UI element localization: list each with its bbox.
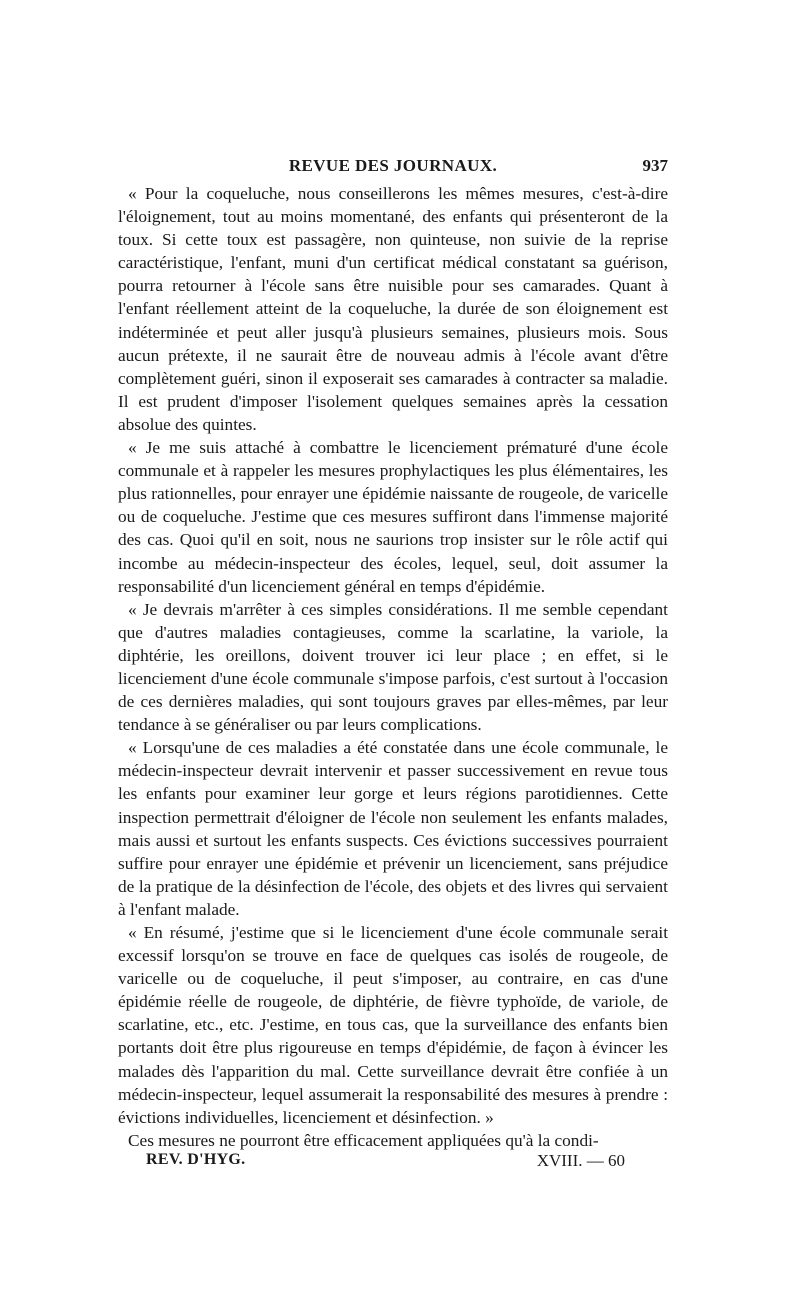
paragraph-whooping-cough: « Pour la coqueluche, nous conseillerons les mêmes mesures, c'est-à-dire l'éloignement, tout au moins momentané, des enfants qui présenteront de la toux. Si cette toux est passagère, non quinteuse, non suivie de la reprise caractéristique, l'enfant, muni d'un certificat médical constatant sa guérison, pourra retourner à l'école sans être nuisible pour ses camarades. Quant à l'enfant réellement atteint de la coqueluche, la durée de son éloignement est indéterminée et peut aller jusqu'à plusieurs semaines, plusieurs mois. Sous aucun prétexte, il ne saurait être de nouveau admis à l'école avant d'être complètement guéri, sinon il exposerait ses camarades à contracter sa maladie. Il est prudent d'imposer l'isolement quelques semaines après la cessation absolue des quintes. bbox=[118, 184, 668, 434]
paragraph-inspection: « Lorsqu'une de ces maladies a été constatée dans une école communale, le médecin-inspecteur devrait intervenir et passer successivement en revue tous les enfants pour examiner leur gorge et leurs régions parotidiennes. Cette inspection permettrait d'éloigner de l'école non seulement les enfants malades, mais aussi et surtout les enfants suspects. Ces évictions successives pourraient suffire pour enrayer une épidémie et prévenir un licenciement, sans préjudice de la pratique de la désinfection de l'école, des objets et des livres qui servaient à l'enfant malade. bbox=[118, 738, 668, 919]
paragraph-other-diseases: « Je devrais m'arrêter à ces simples considérations. Il me semble cependant que d'autres maladies contagieuses, comme la scarlatine, la variole, la diphtérie, les oreillons, doivent trouver ici leur place ; en effet, si le licenciement d'une école communale s'impose parfois, c'est surtout à l'occasion de ces dernières maladies, qui sont toujours graves par elles-mêmes, par leur tendance à se généraliser ou par leurs complications. bbox=[118, 599, 668, 735]
signature-footer bbox=[140, 1151, 625, 1177]
paragraph-premature-closure: « Je me suis attaché à combattre le licenciement prématuré d'une école communale et à rappeler les mesures prophylactiques les plus élémentaires, les plus rationnelles, pour enrayer une épidémie naissante de rougeole, de varicelle ou de coqueluche. J'estime que ces mesures suffiront dans l'immense majorité des cas. Quoi qu'il en soit, nous ne saurions trop insister sur le rôle actif qui incombe au médecin-inspecteur des écoles, lequel, seul, doit assumer la responsabilité d'un licenciement général en temps d'épidémie. bbox=[118, 438, 668, 596]
body-text bbox=[118, 182, 668, 1152]
paragraph-summary: « En résumé, j'estime que si le licenciement d'une école communale serait excessif lorsqu'on se trouve en face de quelques cas isolés de rougeole, de varicelle ou de coqueluche, il peut s'imposer, au contraire, en cas d'une épidémie réelle de rougeole, de diphtérie, de fièvre typhoïde, de variole, de scarlatine, etc., etc. J'estime, en tous cas, que la surveillance des enfants bien portants doit être plus rigoureuse en temps d'épidémie, de façon à évincer les malades dès l'apparition du mal. Cette surveillance devrait être confiée à un médecin-inspecteur, lequel assumerait la responsabilité des mesures à prendre : évictions individuelles, licenciement et désinfection. » bbox=[118, 923, 668, 1127]
volume-signature: XVIII. — 60 bbox=[536, 1151, 625, 1170]
journal-abbreviation: REV. D'HYG. bbox=[146, 1151, 246, 1168]
paragraph-continuation: Ces mesures ne pourront être efficacement appliquées qu'à la condi- bbox=[128, 1130, 599, 1150]
journal-section-title: REVUE DES JOURNAUX. bbox=[288, 156, 498, 175]
running-header bbox=[118, 156, 668, 180]
page-number: 937 bbox=[642, 156, 668, 175]
